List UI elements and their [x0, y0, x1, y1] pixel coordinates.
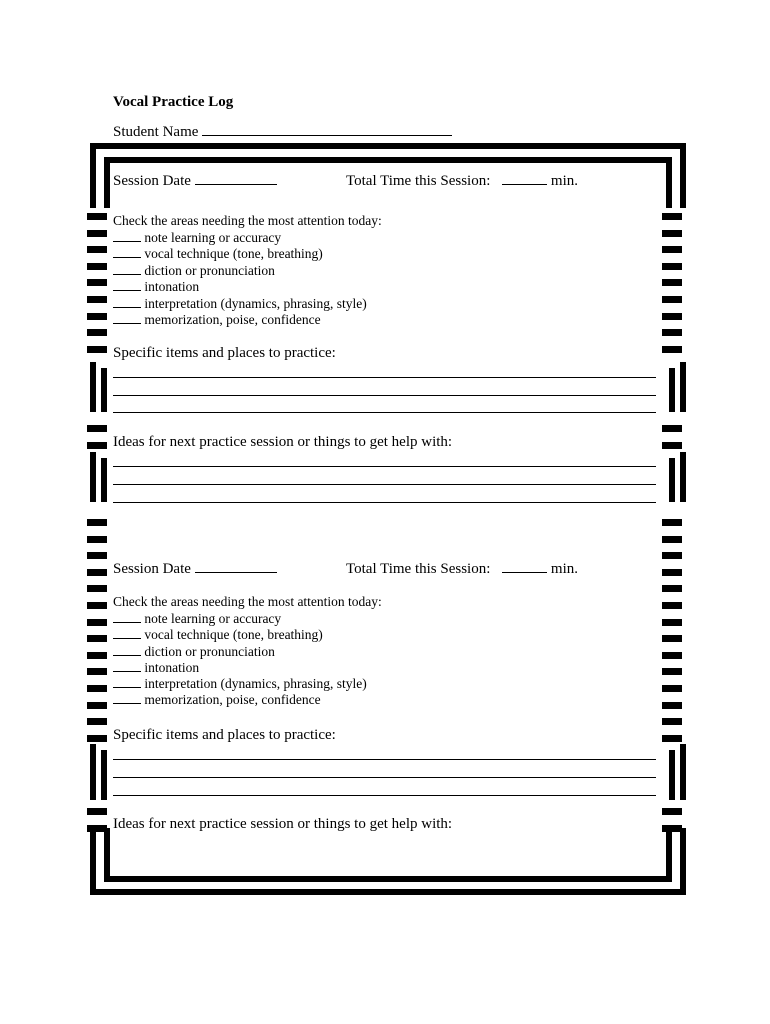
border-dash [87, 263, 107, 270]
border-dash [662, 635, 682, 642]
area-checkbox[interactable] [113, 280, 141, 291]
border-dash [662, 442, 682, 449]
page-title: Vocal Practice Log [113, 94, 234, 110]
check-intro: Check the areas needing the most attention today: [113, 594, 382, 609]
minutes-label: min. [550, 561, 578, 577]
border-dash [87, 685, 107, 692]
area-item: vocal technique (tone, breathing) [113, 627, 323, 643]
session-date-field[interactable] [195, 170, 277, 185]
student-name-label: Student Name [113, 124, 199, 140]
border-dash [662, 313, 682, 320]
area-checkbox[interactable] [113, 264, 141, 275]
total-time-field[interactable] [502, 558, 547, 573]
area-checkbox[interactable] [113, 628, 141, 639]
total-time-row [346, 558, 578, 578]
border-dash [87, 635, 107, 642]
border-dash [87, 329, 107, 336]
area-checkbox[interactable] [113, 313, 141, 324]
border-dash [87, 652, 107, 659]
area-checkbox[interactable] [113, 247, 141, 258]
border-dash [87, 735, 107, 742]
ideas-line[interactable] [113, 466, 656, 467]
border-dash [662, 263, 682, 270]
border-dash [662, 585, 682, 592]
session-date-label: Session Date [113, 561, 191, 577]
session-date-row [113, 558, 277, 578]
specific-items-line[interactable] [113, 795, 656, 796]
border-dash [662, 825, 682, 832]
ideas-line[interactable] [113, 484, 656, 485]
border-dash [87, 585, 107, 592]
border-dash [662, 668, 682, 675]
area-checkbox[interactable] [113, 231, 141, 242]
border-dash [87, 619, 107, 626]
border-dash [87, 552, 107, 559]
specific-items-line[interactable] [113, 777, 656, 778]
specific-items-line[interactable] [113, 395, 656, 396]
total-time-label: Total Time this Session: [346, 173, 491, 189]
border-dash [87, 230, 107, 237]
border-dash [662, 536, 682, 543]
ideas-label: Ideas for next practice session or things to get help with: [113, 434, 453, 450]
border-dash [87, 808, 107, 815]
area-item: intonation [113, 660, 199, 676]
session-date-field[interactable] [195, 558, 277, 573]
border-dash [662, 652, 682, 659]
border-dash [87, 668, 107, 675]
area-checkbox[interactable] [113, 645, 141, 656]
border-dash [662, 718, 682, 725]
area-item: memorization, poise, confidence [113, 312, 321, 328]
border-dash [87, 442, 107, 449]
area-item: diction or pronunciation [113, 644, 275, 660]
border-dash [87, 346, 107, 353]
border-dash [87, 569, 107, 576]
specific-items-line[interactable] [113, 759, 656, 760]
border-dash [662, 329, 682, 336]
border-dash [662, 808, 682, 815]
border-dash [87, 702, 107, 709]
specific-items-label: Specific items and places to practice: [113, 727, 336, 743]
border-dash [87, 825, 107, 832]
border-dash [662, 279, 682, 286]
total-time-label: Total Time this Session: [346, 561, 491, 577]
border-dash [662, 519, 682, 526]
border-dash [662, 213, 682, 220]
specific-items-line[interactable] [113, 377, 656, 378]
student-name-field[interactable] [202, 121, 452, 136]
border-dash [662, 346, 682, 353]
area-item: intonation [113, 279, 199, 295]
border-dash [662, 425, 682, 432]
border-dash [662, 735, 682, 742]
border-dash [87, 718, 107, 725]
border-dash [87, 602, 107, 609]
area-checkbox[interactable] [113, 612, 141, 623]
border-dash [662, 602, 682, 609]
area-item: vocal technique (tone, breathing) [113, 246, 323, 262]
border-dash [662, 685, 682, 692]
area-item: interpretation (dynamics, phrasing, style) [113, 296, 367, 312]
border-dash [87, 313, 107, 320]
border-dash [662, 569, 682, 576]
session-date-row [113, 170, 277, 190]
border-dash [87, 519, 107, 526]
student-name-row [113, 121, 452, 141]
border-dash [87, 213, 107, 220]
session-date-label: Session Date [113, 173, 191, 189]
area-checkbox[interactable] [113, 297, 141, 308]
border-dash [662, 619, 682, 626]
border-dash [662, 230, 682, 237]
area-item: interpretation (dynamics, phrasing, style) [113, 676, 367, 692]
border-dash [87, 246, 107, 253]
border-dash [87, 296, 107, 303]
area-checkbox[interactable] [113, 677, 141, 688]
specific-items-line[interactable] [113, 412, 656, 413]
ideas-label: Ideas for next practice session or things to get help with: [113, 816, 453, 832]
minutes-label: min. [550, 173, 578, 189]
border-dash [87, 425, 107, 432]
ideas-line[interactable] [113, 502, 656, 503]
area-item: note learning or accuracy [113, 611, 281, 627]
border-dash [87, 536, 107, 543]
area-checkbox[interactable] [113, 661, 141, 672]
specific-items-label: Specific items and places to practice: [113, 345, 336, 361]
border-dash [662, 246, 682, 253]
area-checkbox[interactable] [113, 693, 141, 704]
area-item: note learning or accuracy [113, 230, 281, 246]
total-time-field[interactable] [502, 170, 547, 185]
area-item: memorization, poise, confidence [113, 692, 321, 708]
area-item: diction or pronunciation [113, 263, 275, 279]
check-intro: Check the areas needing the most attention today: [113, 213, 382, 228]
border-dash [662, 702, 682, 709]
border-dash [662, 296, 682, 303]
total-time-row [346, 170, 578, 190]
border-dash [662, 552, 682, 559]
border-dash [87, 279, 107, 286]
